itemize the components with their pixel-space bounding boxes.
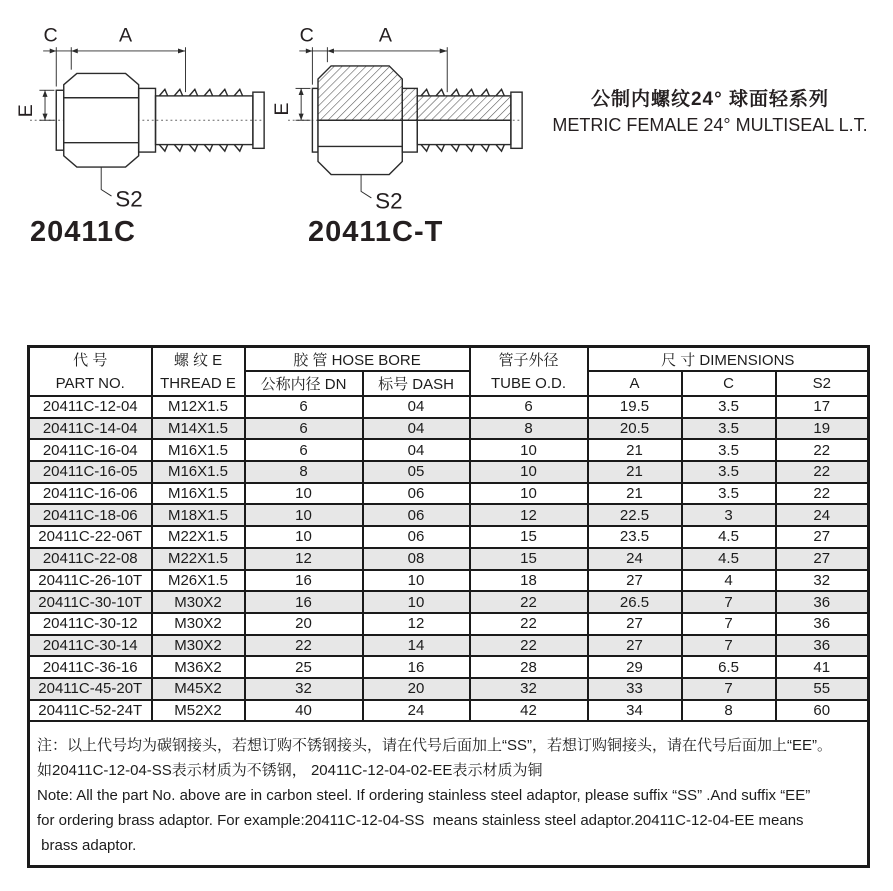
table-row bbox=[29, 548, 869, 570]
cell-tube-od: 22 bbox=[470, 613, 588, 635]
cell-dim-a: 27 bbox=[588, 635, 682, 657]
fitting-figure-20411c bbox=[12, 6, 270, 249]
cell-dim-s2: 32 bbox=[776, 570, 869, 592]
series-title-en: METRIC FEMALE 24° MULTISEAL L.T. bbox=[552, 115, 868, 135]
cell-dim-s2: 36 bbox=[776, 613, 869, 635]
cell-part-no: 20411C-45-20T bbox=[29, 678, 152, 700]
cell-thread-e: M22X1.5 bbox=[152, 548, 245, 570]
cell-thread-e: M26X1.5 bbox=[152, 570, 245, 592]
cell-dim-c: 3 bbox=[682, 504, 776, 526]
part-number-caption: 20411C bbox=[30, 216, 136, 248]
col-header-dash: 标号 DASH bbox=[363, 371, 470, 396]
cell-dim-a: 27 bbox=[588, 613, 682, 635]
dim-label-a: A bbox=[378, 24, 392, 47]
cell-dn: 22 bbox=[245, 635, 363, 657]
cell-tube-od: 6 bbox=[470, 396, 588, 418]
cell-tube-od: 32 bbox=[470, 678, 588, 700]
col-header-s2: S2 bbox=[776, 371, 869, 396]
cell-dim-c: 8 bbox=[682, 700, 776, 722]
cell-dash: 05 bbox=[363, 461, 470, 483]
cell-dn: 20 bbox=[245, 613, 363, 635]
cell-dim-c: 7 bbox=[682, 678, 776, 700]
cell-dim-c: 3.5 bbox=[682, 396, 776, 418]
table-row bbox=[29, 504, 869, 526]
cell-tube-od: 10 bbox=[470, 483, 588, 505]
dim-label-e: E bbox=[14, 104, 37, 118]
cell-dim-a: 20.5 bbox=[588, 418, 682, 440]
col-header-thread-cn: 螺 纹 E bbox=[173, 351, 223, 369]
cell-part-no: 20411C-18-06 bbox=[29, 504, 152, 526]
col-header-c: C bbox=[682, 371, 776, 396]
cell-dim-s2: 22 bbox=[776, 461, 869, 483]
cell-dn: 10 bbox=[245, 504, 363, 526]
cell-dim-c: 3.5 bbox=[682, 439, 776, 461]
cell-tube-od: 42 bbox=[470, 700, 588, 722]
table-row bbox=[29, 461, 869, 483]
fitting-outline bbox=[312, 66, 522, 175]
cell-dn: 10 bbox=[245, 526, 363, 548]
cell-dim-a: 21 bbox=[588, 439, 682, 461]
cell-dash: 12 bbox=[363, 613, 470, 635]
cell-part-no: 20411C-16-06 bbox=[29, 483, 152, 505]
cell-dim-a: 19.5 bbox=[588, 396, 682, 418]
cell-dim-s2: 60 bbox=[776, 700, 869, 722]
col-header-a: A bbox=[588, 371, 682, 396]
table-row bbox=[29, 483, 869, 505]
cell-dim-s2: 22 bbox=[776, 439, 869, 461]
cell-dash: 06 bbox=[363, 504, 470, 526]
cell-dn: 40 bbox=[245, 700, 363, 722]
cell-dim-c: 3.5 bbox=[682, 418, 776, 440]
col-header-part-no-en: PART NO. bbox=[55, 374, 125, 392]
cell-thread-e: M22X1.5 bbox=[152, 526, 245, 548]
col-header-thread-en: THREAD E bbox=[160, 374, 236, 392]
table-row bbox=[29, 613, 869, 635]
cell-dim-a: 34 bbox=[588, 700, 682, 722]
cell-dim-s2: 17 bbox=[776, 396, 869, 418]
table-row bbox=[29, 570, 869, 592]
cell-tube-od: 10 bbox=[470, 439, 588, 461]
fitting-drawing-20411c-icon bbox=[12, 6, 270, 212]
cell-dim-s2: 36 bbox=[776, 591, 869, 613]
note-line-en-3: brass adaptor. bbox=[37, 837, 137, 855]
spec-table-header bbox=[29, 347, 869, 397]
col-header-tube-od bbox=[470, 347, 588, 397]
cell-tube-od: 15 bbox=[470, 526, 588, 548]
note-line-cn-1: 注：以上代号均为碳钢接头，若想订购不锈钢接头，请在代号后面加上“SS”，若想订购铜接头，请在代号后面加上“EE”。 bbox=[37, 737, 833, 755]
cell-dn: 16 bbox=[245, 570, 363, 592]
cell-dim-c: 4.5 bbox=[682, 548, 776, 570]
cell-dim-c: 3.5 bbox=[682, 483, 776, 505]
col-header-hose-bore: 胶 管 HOSE BORE bbox=[245, 347, 470, 372]
cell-dash: 10 bbox=[363, 591, 470, 613]
cell-thread-e: M52X2 bbox=[152, 700, 245, 722]
cell-tube-od: 28 bbox=[470, 656, 588, 678]
cell-dim-a: 26.5 bbox=[588, 591, 682, 613]
cell-part-no: 20411C-52-24T bbox=[29, 700, 152, 722]
cell-dim-a: 33 bbox=[588, 678, 682, 700]
cell-part-no: 20411C-22-06T bbox=[29, 526, 152, 548]
cell-dn: 12 bbox=[245, 548, 363, 570]
dim-label-s2: S2 bbox=[375, 188, 403, 212]
spec-table-body bbox=[29, 396, 869, 721]
table-row bbox=[29, 591, 869, 613]
cell-dim-c: 4 bbox=[682, 570, 776, 592]
fitting-figure-20411c-t bbox=[270, 6, 528, 249]
part-number-caption: 20411C-T bbox=[308, 216, 444, 248]
cell-part-no: 20411C-22-08 bbox=[29, 548, 152, 570]
cell-dim-c: 6.5 bbox=[682, 656, 776, 678]
cell-part-no: 20411C-26-10T bbox=[29, 570, 152, 592]
col-header-thread bbox=[152, 347, 245, 397]
series-title-cn: 公制内螺纹24° 球面轻系列 bbox=[590, 89, 829, 110]
cell-thread-e: M16X1.5 bbox=[152, 461, 245, 483]
dim-label-s2: S2 bbox=[115, 186, 143, 212]
cell-dn: 25 bbox=[245, 656, 363, 678]
cell-dim-c: 7 bbox=[682, 635, 776, 657]
cell-part-no: 20411C-16-05 bbox=[29, 461, 152, 483]
dim-label-c: C bbox=[43, 24, 58, 47]
dim-label-c: C bbox=[299, 24, 314, 47]
cell-dim-s2: 24 bbox=[776, 504, 869, 526]
cell-dim-s2: 41 bbox=[776, 656, 869, 678]
table-row bbox=[29, 396, 869, 418]
cell-thread-e: M14X1.5 bbox=[152, 418, 245, 440]
cell-dim-a: 24 bbox=[588, 548, 682, 570]
cell-part-no: 20411C-12-04 bbox=[29, 396, 152, 418]
cell-dash: 14 bbox=[363, 635, 470, 657]
cell-tube-od: 12 bbox=[470, 504, 588, 526]
cell-part-no: 20411C-30-10T bbox=[29, 591, 152, 613]
cell-thread-e: M16X1.5 bbox=[152, 439, 245, 461]
cell-dash: 08 bbox=[363, 548, 470, 570]
ordering-note bbox=[29, 721, 869, 867]
cell-part-no: 20411C-16-04 bbox=[29, 439, 152, 461]
cell-dn: 16 bbox=[245, 591, 363, 613]
dim-label-e: E bbox=[271, 102, 294, 116]
cell-thread-e: M36X2 bbox=[152, 656, 245, 678]
cell-dash: 10 bbox=[363, 570, 470, 592]
note-line-cn-2: 如20411C-12-04-SS表示材质为不锈钢， 20411C-12-04-02-EE表示材质为铜 bbox=[37, 762, 543, 780]
cell-dash: 16 bbox=[363, 656, 470, 678]
cell-dim-a: 27 bbox=[588, 570, 682, 592]
cell-part-no: 20411C-30-14 bbox=[29, 635, 152, 657]
cell-dash: 04 bbox=[363, 396, 470, 418]
cell-dim-s2: 27 bbox=[776, 548, 869, 570]
table-row bbox=[29, 439, 869, 461]
table-row bbox=[29, 678, 869, 700]
cell-dim-c: 7 bbox=[682, 613, 776, 635]
cell-dn: 8 bbox=[245, 461, 363, 483]
cell-dim-s2: 55 bbox=[776, 678, 869, 700]
cell-dim-a: 29 bbox=[588, 656, 682, 678]
cell-dim-a: 21 bbox=[588, 483, 682, 505]
cell-dn: 6 bbox=[245, 439, 363, 461]
cell-part-no: 20411C-14-04 bbox=[29, 418, 152, 440]
cell-dim-s2: 36 bbox=[776, 635, 869, 657]
cell-dash: 04 bbox=[363, 418, 470, 440]
table-row bbox=[29, 526, 869, 548]
dim-label-a: A bbox=[118, 24, 133, 47]
fitting-drawing-20411c-t-icon bbox=[270, 6, 528, 212]
col-header-tube-od-en: TUBE O.D. bbox=[490, 374, 566, 392]
cell-tube-od: 22 bbox=[470, 635, 588, 657]
cell-dn: 32 bbox=[245, 678, 363, 700]
cell-dn: 10 bbox=[245, 483, 363, 505]
note-line-en-2: for ordering brass adaptor. For example:20411C-12-04-SS means stainless steel adaptor.20411C-12-04-EE means bbox=[37, 812, 804, 830]
table-row bbox=[29, 635, 869, 657]
cell-dn: 6 bbox=[245, 418, 363, 440]
cell-dim-a: 22.5 bbox=[588, 504, 682, 526]
cell-tube-od: 15 bbox=[470, 548, 588, 570]
cell-thread-e: M18X1.5 bbox=[152, 504, 245, 526]
cell-dim-c: 4.5 bbox=[682, 526, 776, 548]
cell-tube-od: 22 bbox=[470, 591, 588, 613]
table-row bbox=[29, 656, 869, 678]
cell-tube-od: 18 bbox=[470, 570, 588, 592]
cell-dim-s2: 22 bbox=[776, 483, 869, 505]
cell-dash: 06 bbox=[363, 526, 470, 548]
cell-dash: 06 bbox=[363, 483, 470, 505]
cell-thread-e: M30X2 bbox=[152, 591, 245, 613]
cell-dim-c: 7 bbox=[682, 591, 776, 613]
cell-thread-e: M30X2 bbox=[152, 613, 245, 635]
cell-thread-e: M12X1.5 bbox=[152, 396, 245, 418]
cell-thread-e: M45X2 bbox=[152, 678, 245, 700]
table-row bbox=[29, 418, 869, 440]
cell-thread-e: M30X2 bbox=[152, 635, 245, 657]
cell-tube-od: 10 bbox=[470, 461, 588, 483]
col-header-dimensions: 尺 寸 DIMENSIONS bbox=[588, 347, 869, 372]
cell-dim-s2: 27 bbox=[776, 526, 869, 548]
spec-table bbox=[27, 345, 870, 868]
cell-dash: 04 bbox=[363, 439, 470, 461]
cell-dim-a: 23.5 bbox=[588, 526, 682, 548]
table-row bbox=[29, 700, 869, 722]
note-line-en-1: Note: All the part No. above are in carbon steel. If ordering stainless steel adaptor, please suffix “SS” .And suffix “EE” bbox=[37, 787, 811, 805]
cell-thread-e: M16X1.5 bbox=[152, 483, 245, 505]
cell-dim-s2: 19 bbox=[776, 418, 869, 440]
cell-part-no: 20411C-36-16 bbox=[29, 656, 152, 678]
col-header-dn: 公称内径 DN bbox=[245, 371, 363, 396]
col-header-part-no bbox=[29, 347, 152, 397]
cell-dash: 20 bbox=[363, 678, 470, 700]
cell-part-no: 20411C-30-12 bbox=[29, 613, 152, 635]
cell-dn: 6 bbox=[245, 396, 363, 418]
cell-dim-a: 21 bbox=[588, 461, 682, 483]
cell-dash: 24 bbox=[363, 700, 470, 722]
col-header-tube-od-cn: 管子外径 bbox=[498, 351, 559, 369]
series-title-block bbox=[529, 88, 891, 137]
cell-dim-c: 3.5 bbox=[682, 461, 776, 483]
cell-tube-od: 8 bbox=[470, 418, 588, 440]
spec-table-footer bbox=[29, 721, 869, 867]
col-header-part-no-cn: 代 号 bbox=[73, 351, 108, 369]
